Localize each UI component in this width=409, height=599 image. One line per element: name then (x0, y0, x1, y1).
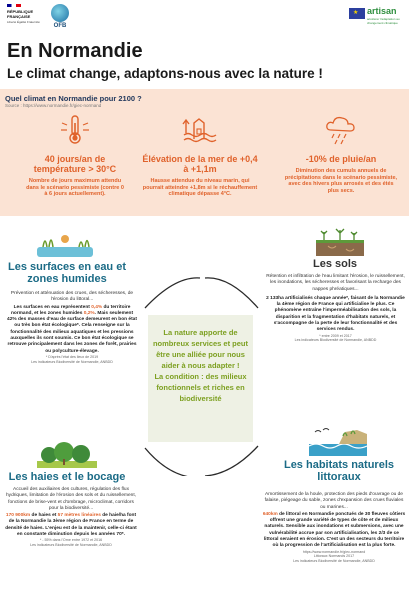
hedge-source-2: Les indicateurs Biodiversité de Normandie, ANBDD (30, 543, 112, 548)
page-subtitle: Le climat change, adaptons-nous avec la nature ! (7, 66, 323, 81)
marianne-flag-icon (7, 4, 21, 7)
eu-flag-icon: ★ (349, 8, 365, 19)
climate-item-temperature (25, 113, 125, 198)
header (0, 0, 409, 40)
artisan-tagline: accélérer l'adaptation au changement climatique (367, 17, 400, 25)
coastal-source-2: Littoraux Normands 2017 (313, 554, 355, 559)
water-stat-humid: 0,2% (83, 310, 95, 316)
soil-source-1: * entre 2009 et 2017 (319, 333, 352, 338)
hedge-illustration-icon (37, 441, 97, 469)
climate-item-sea-level (140, 113, 260, 198)
hedge-intro: Accueil des auxiliaires des cultures, régulation des flux hydriques, limitation de l'érosion des sols et du ruissellement, fonctions de brise-vent et d'ombrage, microclimat, corridors pour la biodiversité... (6, 487, 136, 511)
sea-level-detail: Hausse attendue du niveau marin, qui pourrait atteindre +1,8m si le réchauffement climatique dépasse 4°C. (142, 178, 258, 197)
rain-headline: -10% de pluie/an (305, 154, 377, 164)
soil-body (265, 296, 406, 334)
water-section-text (7, 291, 137, 365)
sea-level-icon (180, 113, 220, 145)
hedge-body (5, 513, 137, 538)
thermometer-sun-icon (55, 113, 95, 145)
artisan-label: artisan (367, 6, 397, 16)
rain-cloud-icon (321, 113, 361, 145)
coastal-section-text (262, 492, 406, 564)
page-title: En Normandie (7, 40, 143, 62)
central-message-condition: La condition : des milieux fonctionnels et riches en biodiversité (154, 372, 247, 403)
water-section-title: Les surfaces en eau et zones humides (7, 261, 126, 285)
climate-section (0, 89, 409, 216)
coastal-intro: Amortissement de la houle, protection des pieds d'ouvrage ou de falaise, piégeage du sable, zones d'expansion des crues fluviales ou marines... (264, 492, 404, 510)
soil-intro: Rétention et infiltration de l'eau limitant l'érosion, le ruissellement, les inondations, les sécheresses et favorisant la recharge des nappes phréatiques... (266, 274, 405, 292)
soil-source-2: Les indicateurs Biodiversité de Normandie, ANBDD (294, 338, 377, 343)
central-message-main: La nature apporte de nombreux services et peut être une alliée pour nous aider à nous adapter ! (152, 328, 249, 370)
coastal-body (262, 512, 406, 550)
soil-illustration-icon (316, 228, 364, 256)
water-stat-surfaces: 0,4% (91, 304, 103, 310)
rain-detail: Diminution des cumuls annuels de précipitations dans le scénario pessimiste, avec des hivers plus arrosés et des étés plus secs. (284, 168, 398, 194)
hedge-section-title: Les haies et le bocage (8, 471, 126, 483)
hedge-source-1: * - 55% dans l'Orne entre 1972 et 2016 (39, 538, 103, 543)
coastal-habitat-illustration-icon (309, 426, 367, 456)
coastal-body-text: de littoral en Normandie ponctués de 30 fleuves côtiers offrent une grande variété de types de côte et de milieux naturels. Sensible aux inondations et submersions, avec une vulnérabilité accrue par son artificialisation, les 2/3 de ce littoral seraient en érosion. C'est un des secteurs du territoire où la progression de l'artificialisation est la plus forte. (263, 511, 406, 549)
soil-body-text: 2 133ha artificialisés chaque année*, faisant de la Normandie la 4ème région de France qui artificialise le plus. Ce phénomène entraîne l'imperméabilisation des sols, la disparition et la fragmentation d'habitats naturels, et s'accompagne de la perte de leur fonctionnalité et des services rendus. (266, 295, 405, 333)
republique-label: RÉPUBLIQUE FRANÇAISE (7, 9, 34, 19)
water-body-e: . Mais seulement 42% des masses d'eau de surface demeurent en bon état ou très bon état écologique*. Cela renseigne sur la fonctionnalité des milieux aquatiques et les pressions auxquelles ils sont soumis. Ce bon état écologique se retrouve principalement dans les zones de forêt, prairies ou polyculture-élevage. (7, 310, 137, 354)
hedge-body-d: de haie/ha font de la Normandie la 3ème région de France en terme de densité de haies. L'enjeu est de la maintenir, celle-ci étant en constante diminution depuis les années 70*. (5, 513, 137, 538)
coastal-source-3: Les indicateurs Biodiversité de Normandie, ANBDD (293, 559, 375, 564)
wetland-illustration-icon (35, 229, 95, 259)
ofb-logo (47, 4, 73, 34)
sea-level-headline: Élévation de la mer de +0,4 à +1,1m (142, 154, 258, 174)
soil-section-title: Les sols (312, 258, 358, 270)
soil-section-text (265, 274, 406, 343)
ofb-label: OFB (53, 23, 67, 29)
hedge-stat-density: 57 mètres linéaires (57, 513, 101, 519)
central-message-box (148, 315, 253, 442)
coastal-section-title: Les habitats naturels littoraux (283, 459, 395, 483)
water-body-a: Les surfaces en eau représentent (13, 304, 92, 310)
water-intro: Prévention et atténuation des crues, des sécheresses, de l'érosion du littoral... (10, 291, 134, 303)
water-source-1: * D'après l'état des lieux de 2019 (45, 354, 99, 359)
water-body-c: du territoire normand, et les zones humides (10, 304, 131, 316)
water-body (7, 305, 137, 355)
climate-source: Source : https://www.normandie.fr/giec-normand (5, 103, 102, 108)
hedge-body-b: de haies et (30, 513, 58, 519)
climate-item-rain (283, 113, 399, 194)
temperature-headline: 40 jours/an de température > 30°C (33, 154, 117, 174)
climate-question: Quel climat en Normandie pour 2100 ? (5, 94, 142, 103)
coastal-stat-km: 640km (262, 511, 278, 517)
ofb-globe-icon (51, 4, 69, 22)
temperature-detail: Nombre de jours maximum attendu dans le scénario pessimiste (contre 0 à 6 jours actuellement). (26, 178, 124, 197)
coastal-source-1: https://www.normandie.fr/giec-normand (302, 549, 366, 554)
water-source-2: Les indicateurs Biodiversité de Normandie, ANBDD (31, 359, 113, 364)
republique-francaise-logo (7, 4, 41, 38)
republic-motto: Liberté Égalité Fraternité (7, 20, 40, 24)
central-message (152, 327, 249, 404)
artisan-logo (349, 6, 403, 36)
hedge-section-text (5, 487, 137, 548)
hedge-stat-km: 170 900km (5, 513, 31, 519)
